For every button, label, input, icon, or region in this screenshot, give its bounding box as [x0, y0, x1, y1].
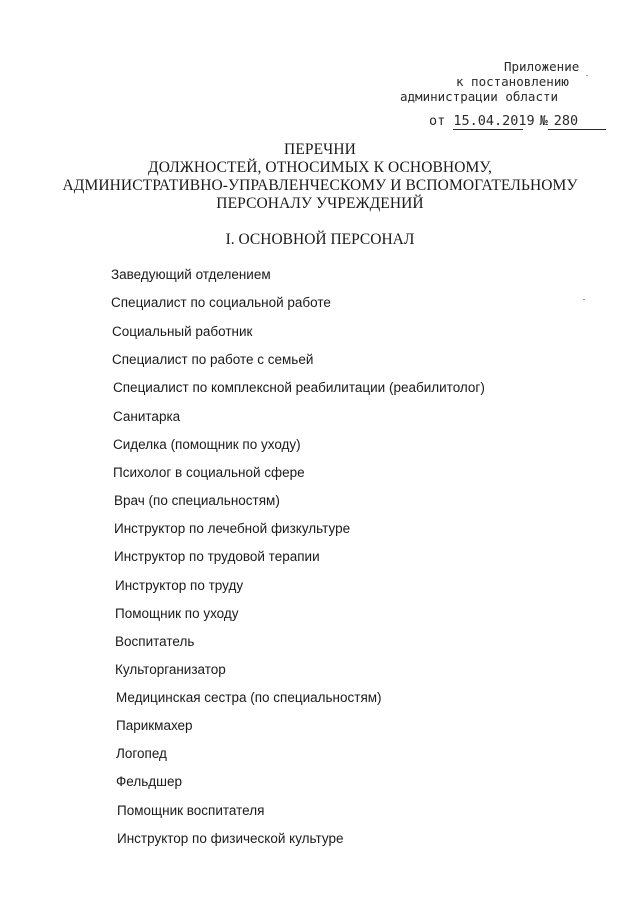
position-item: Врач (по специальностям) — [114, 493, 280, 508]
position-item: Медицинская сестра (по специальностям) — [116, 690, 382, 705]
position-item: Социальный работник — [112, 324, 253, 339]
position-item: Заведующий отделением — [111, 267, 271, 282]
position-item: Фельдшер — [116, 774, 182, 789]
appendix-text: к постановлению — [456, 74, 569, 89]
number-sign: № — [539, 113, 548, 129]
position-item: Помощник по уходу — [115, 606, 239, 621]
title-line: ПЕРЕЧНИ — [284, 141, 356, 158]
position-item: Санитарка — [113, 409, 181, 424]
position-item: Инструктор по лечебной физкультуре — [114, 521, 351, 536]
position-item: Парикмахер — [116, 718, 193, 733]
position-item: Специалист по работе с семьей — [112, 352, 314, 367]
position-item: Инструктор по труду — [115, 578, 244, 593]
position-item: Психолог в социальной сфере — [113, 465, 305, 480]
title-line: ПЕРСОНАЛУ УЧРЕЖДЕНИЙ — [216, 195, 424, 212]
position-item: Специалист по социальной работе — [111, 295, 331, 310]
appendix-text: Приложение — [504, 59, 580, 74]
date-prefix: от — [429, 113, 454, 129]
scan-speck — [586, 75, 588, 76]
decree-number: 280 — [548, 114, 606, 130]
position-item: Логопед — [116, 746, 167, 761]
position-item: Сиделка (помощник по уходу) — [113, 437, 301, 452]
position-item: Инструктор по физической культуре — [117, 831, 344, 846]
decree-date: 15.04.2019 — [453, 113, 535, 129]
position-item: Инструктор по трудовой терапии — [114, 549, 320, 564]
scan-speck — [583, 299, 585, 300]
section-heading: I. ОСНОВНОЙ ПЕРСОНАЛ — [225, 231, 415, 248]
position-item: Культорганизатор — [115, 662, 226, 677]
appendix-text: администрации области — [400, 89, 559, 104]
position-item: Специалист по комплексной реабилитации (реабилитолог) — [113, 380, 485, 395]
position-item: Помощник воспитателя — [117, 803, 265, 818]
title-line: АДМИНИСТРАТИВНО-УПРАВЛЕНЧЕСКОМУ И ВСПОМОГАТЕЛЬНОМУ — [62, 177, 578, 194]
title-line: ДОЛЖНОСТЕЙ, ОТНОСИМЫХ К ОСНОВНОМУ, — [148, 159, 492, 176]
position-item: Воспитатель — [115, 634, 195, 649]
